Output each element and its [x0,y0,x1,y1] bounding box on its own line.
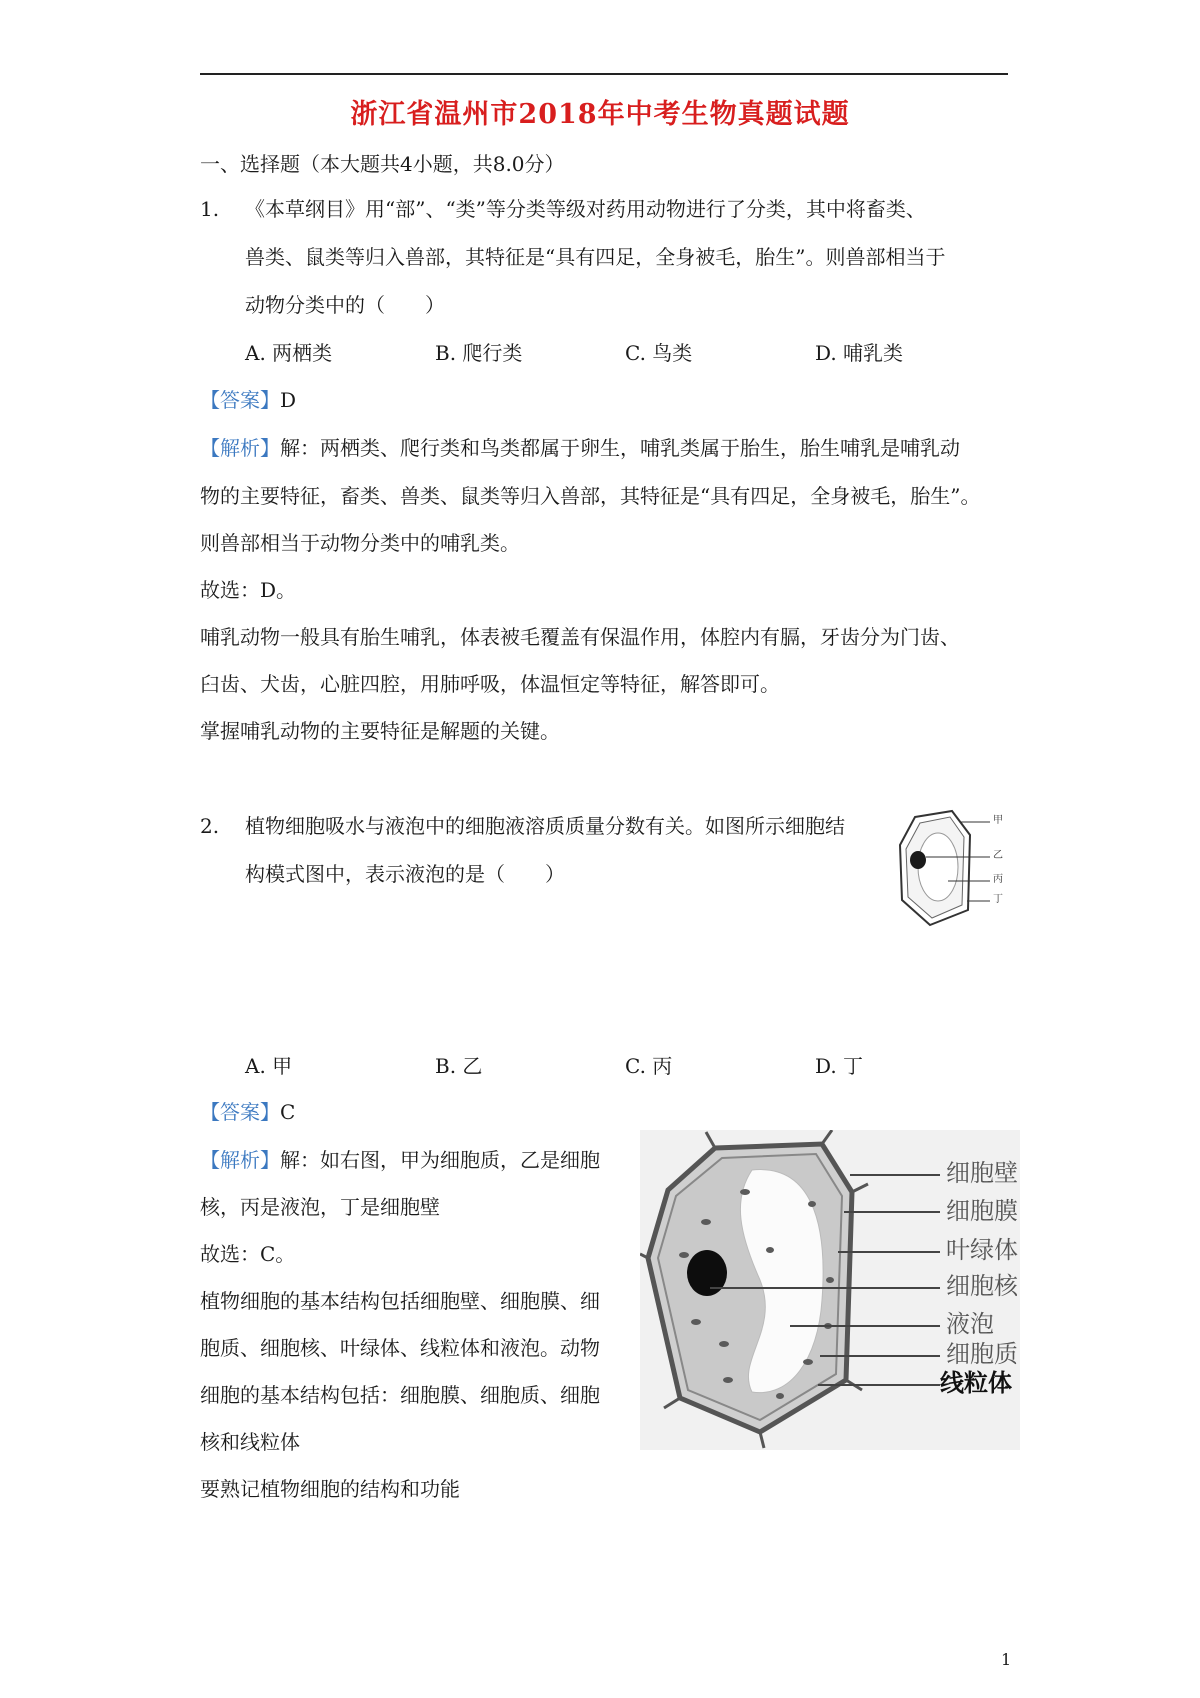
q1-option-a: A. 两栖类 [245,341,333,365]
q1-number: 1. [200,197,220,221]
answer-label: 【答案】 [200,1100,280,1124]
q2-analysis-line: 核和线粒体 [200,1430,300,1454]
answer-value: D [280,388,297,412]
q1-stem-line: 兽类、鼠类等归入兽部，其特征是“具有四足，全身被毛，胎生”。则兽部相当于 [245,245,946,269]
q2-analysis-line: 要熟记植物细胞的结构和功能 [200,1477,460,1501]
q1-option-c: C. 鸟类 [625,341,693,365]
q2-analysis-line: 核，丙是液泡，丁是细胞壁 [200,1195,440,1219]
plant-cell-figure [640,1130,1020,1450]
q2-option-b: B. 乙 [435,1054,483,1078]
analysis-label: 【解析】 [200,436,280,460]
q2-analysis-line: 胞质、细胞核、叶绿体、线粒体和液泡。动物 [200,1336,600,1360]
q1-stem-line: 《本草纲目》用“部”、“类”等分类等级对药用动物进行了分类，其中将畜类、 [245,197,926,221]
q1-analysis-line: 则兽部相当于动物分类中的哺乳类。 [200,531,520,555]
page-number: 1 [1001,1650,1012,1669]
small-label-jia: 甲 [993,815,1003,826]
q2-stem-line: 植物细胞吸水与液泡中的细胞液溶质质量分数有关。如图所示细胞结 [245,814,845,838]
q2-option-a: A. 甲 [245,1054,293,1078]
q1-analysis-line: 故选：D。 [200,578,297,602]
small-label-ding: 丁 [993,894,1003,905]
q2-answer [200,1100,295,1124]
q1-analysis-line: 物的主要特征，畜类、兽类、鼠类等归入兽部，其特征是“具有四足，全身被毛，胎生”。 [200,484,981,508]
label-chloroplast: 叶绿体 [946,1236,1018,1264]
section-header: 一、选择题（本大题共4小题，共8.0分） [200,152,565,176]
q2-stem-line: 构模式图中，表示液泡的是（ ） [245,862,565,886]
analysis-label: 【解析】 [200,1148,280,1172]
page-title: 浙江省温州市2018年中考生物真题试题 [350,99,850,130]
label-mitochondria: 线粒体 [940,1369,1012,1397]
label-nucleus: 细胞核 [946,1272,1018,1300]
q2-number: 2. [200,814,220,838]
small-cell-figure [890,805,1008,930]
q2-analysis-line: 故选：C。 [200,1242,296,1266]
analysis-text: 解：两栖类、爬行类和鸟类都属于卵生，哺乳类属于胎生，胎生哺乳是哺乳动 [280,436,960,460]
q1-analysis-line [200,436,960,460]
q1-analysis-line: 臼齿、犬齿，心脏四腔，用肺呼吸，体温恒定等特征，解答即可。 [200,672,780,696]
q2-option-d: D. 丁 [815,1054,864,1078]
header-rule [200,73,1008,75]
q1-analysis-line: 掌握哺乳动物的主要特征是解题的关键。 [200,719,560,743]
q1-analysis-line: 哺乳动物一般具有胎生哺乳，体表被毛覆盖有保温作用，体腔内有膈，牙齿分为门齿、 [200,625,960,649]
q2-analysis-line: 细胞的基本结构包括：细胞膜、细胞质、细胞 [200,1383,600,1407]
label-cytoplasm: 细胞质 [946,1340,1018,1368]
label-cell-wall: 细胞壁 [946,1159,1018,1187]
label-vacuole: 液泡 [946,1310,994,1338]
small-label-bing: 丙 [993,874,1003,885]
q1-answer [200,388,296,412]
q1-option-b: B. 爬行类 [435,341,523,365]
q2-option-c: C. 丙 [625,1054,673,1078]
small-label-yi: 乙 [993,850,1003,861]
q2-analysis-line [200,1148,600,1172]
q1-stem-line: 动物分类中的（ ） [245,293,445,317]
answer-value: C [280,1100,296,1124]
q2-analysis-line: 植物细胞的基本结构包括细胞壁、细胞膜、细 [200,1289,600,1313]
answer-label: 【答案】 [200,388,280,412]
analysis-text: 解：如右图，甲为细胞质，乙是细胞 [280,1148,600,1172]
small-cell-drawing [890,805,1008,930]
q1-option-d: D. 哺乳类 [815,341,904,365]
label-cell-membrane: 细胞膜 [946,1197,1018,1225]
